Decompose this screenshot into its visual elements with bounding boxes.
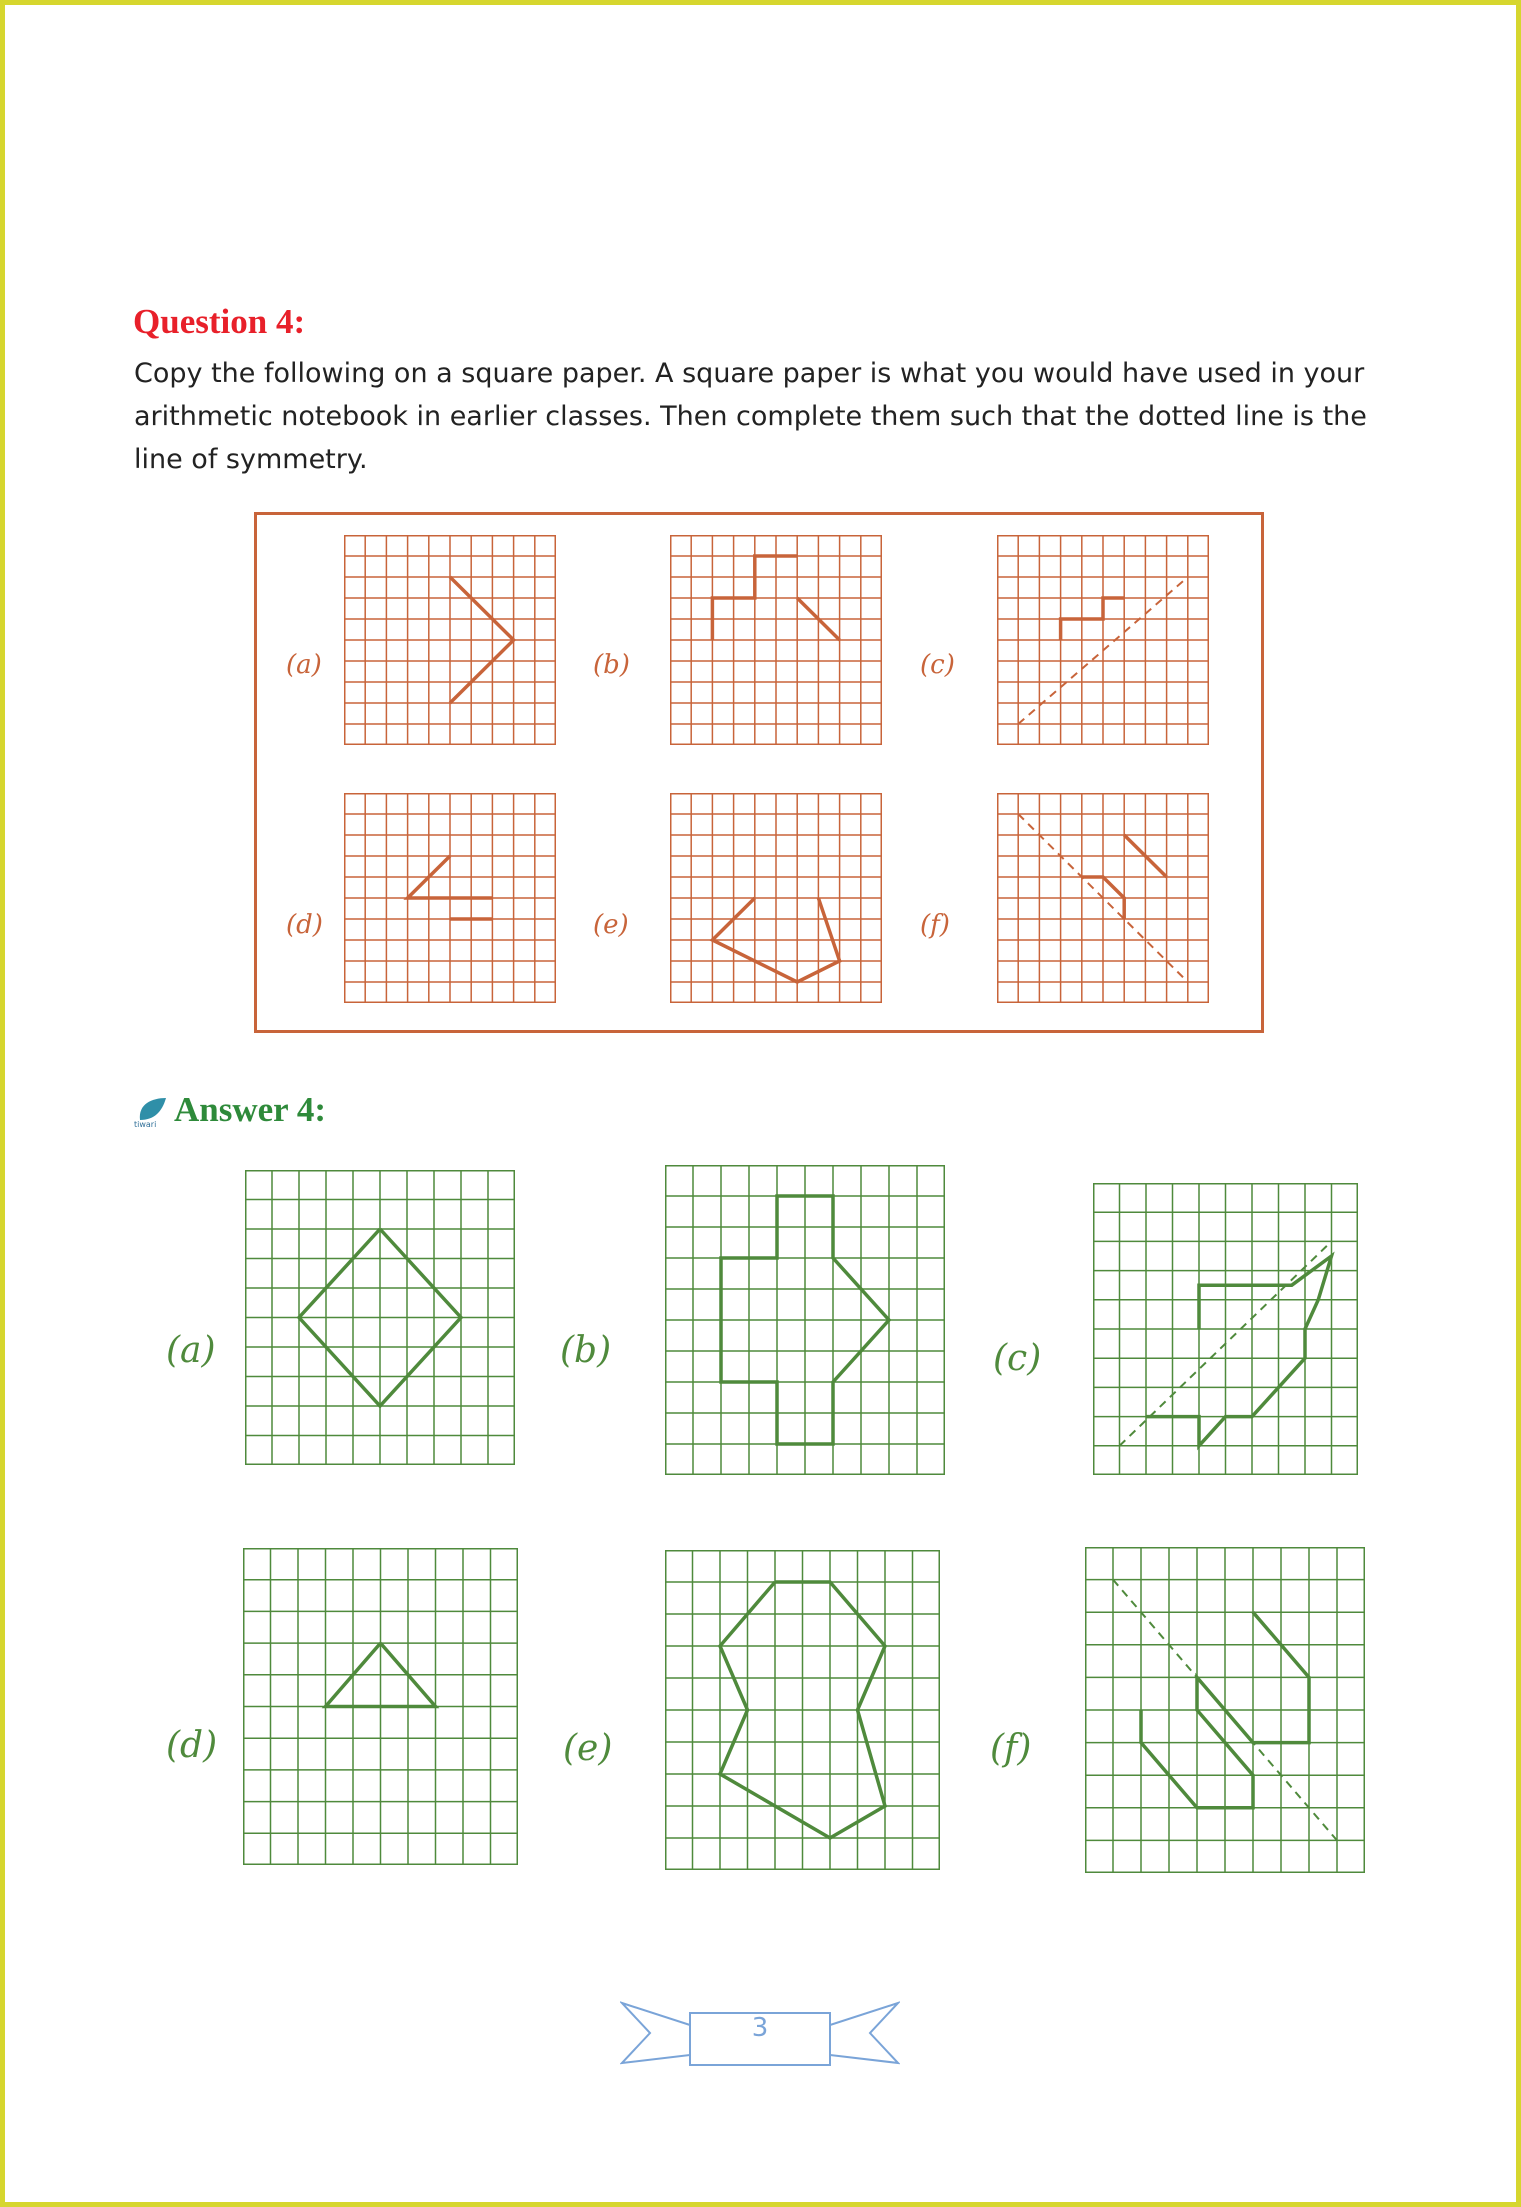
question-grid-d [344,793,556,1003]
answer-label-a: (a) [166,1330,216,1371]
question-label-e: (e) [593,910,629,940]
question-grid-c [997,535,1209,745]
svg-text:tiwari: tiwari [134,1120,157,1128]
answer-title: Answer 4: [174,1090,326,1129]
answer-label-e: (e) [563,1728,613,1769]
question-label-c: (c) [920,650,955,680]
page-number-ribbon [620,1995,900,2075]
page-number: 3 [751,2013,769,2043]
question-label-f: (f) [920,910,950,940]
question-grid-f [997,793,1209,1003]
tiwari-logo-icon [134,1094,168,1128]
answer-label-d: (d) [166,1725,218,1766]
question-grid-a [344,535,556,745]
answer-grid-c [1093,1183,1358,1475]
question-label-b: (b) [593,650,630,680]
question-grid-e [670,793,882,1003]
answer-grid-f [1085,1547,1365,1873]
question-label-d: (d) [286,910,323,940]
answer-grid-b [665,1165,945,1475]
answer-grid-a [245,1170,515,1465]
answer-label-c: (c) [993,1338,1042,1379]
question-title: Question 4: [133,302,306,341]
question-label-a: (a) [286,650,322,680]
answer-grid-e [665,1550,940,1870]
answer-grid-d [243,1548,518,1865]
question-grid-b [670,535,882,745]
answer-label-f: (f) [990,1728,1032,1769]
answer-label-b: (b) [560,1330,612,1371]
question-text: Copy the following on a square paper. A square paper is what you would have used in your arithmetic notebook in earlier classes. Then complete them such that the dotted line is the line of symmetry. [134,358,1367,475]
